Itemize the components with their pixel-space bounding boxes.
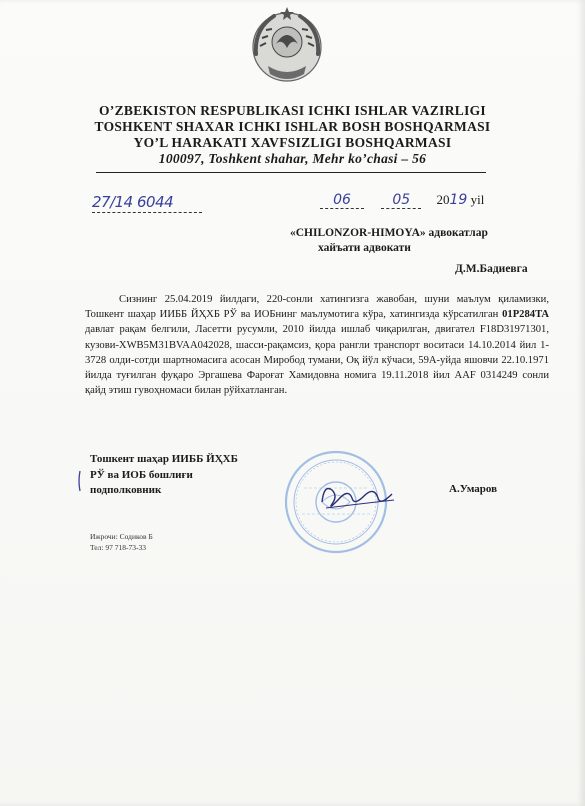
signatory-line-1: Тошкент шаҳар ИИББ ЙҲХБ: [90, 453, 238, 465]
body-part-2: давлат рақам белгили, Ласетти русумли, 2010 йилда ишлаб чиқарилган, двигател F18D31971301, кузови-XWB5M31BVAA042028, шасси-рақамсиз, қора рангли транспорт воситаси 14.10.2014 йил 1-3728 олди-сотди шартномасига асосан Миробод тумани, Оқ йўл кўчаси, 59А-уйда яшовчи 22.10.1971 йилда туғилган фуқаро Эргашева Фароғат Хамидовна номига 19.11.2018 йил AAF 0314249 сонли қайд этиш гувоҳномаси билан рўйхатланган.: [85, 324, 549, 397]
signature-icon: [318, 470, 398, 520]
outgoing-number: 27/14 6044: [92, 193, 202, 213]
executor-info: [90, 531, 153, 553]
letter-body: [85, 292, 549, 398]
margin-mark-icon: [77, 470, 83, 492]
signatory-line-3: подполковник: [90, 484, 162, 496]
header-line-1: O’ZBEKISTON RESPUBLIKASI ICHKI ISHLAR VAZIRLIGI: [99, 103, 486, 118]
document-date: [320, 192, 484, 209]
state-emblem-icon: [246, 4, 328, 86]
body-part-1: Сизнинг 25.04.2019 йилдаги, 220-сонли хатингизга жавобан, шуни маълум қиламизки, Тошкент шаҳар ИИББ ЙҲХБ РЎ ва ИОБнинг маълумотига кўра, хатингизда кўрсатилган: [85, 294, 549, 321]
header-line-3: YO’L HARAKATI XAVFSIZLIGI BOSHQARMASI: [133, 135, 452, 150]
signatory-name: А.Умаров: [449, 483, 498, 495]
recipient-name: Д.М.Бадиевга: [455, 263, 528, 275]
recipient-block: [290, 226, 540, 256]
signatory-title: [90, 452, 290, 499]
plate-number: 01P284TA: [502, 309, 549, 321]
signatory-line-2: РЎ ва ИОБ бошлиғи: [90, 468, 193, 481]
recipient-line-2: хайъати адвокати: [318, 242, 411, 254]
executor-phone: Тел: 97 718-73-33: [90, 543, 146, 552]
header-address: 100097, Toshkent shahar, Mehr ko’chasi – 56: [158, 151, 427, 166]
executor-name: Ижрочи: Содиков Б: [90, 532, 153, 541]
ministry-header: [60, 103, 525, 167]
header-divider: [96, 172, 486, 173]
recipient-line-1: «CHILONZOR-HIMOYA» адвокатлар: [290, 227, 488, 239]
date-month: 05: [381, 192, 421, 209]
header-line-2: TOSHKENT SHAXAR ICHKI ISHLAR BOSH BOSHQARMASI: [94, 119, 491, 134]
date-year-prefix: 20: [436, 192, 450, 207]
date-year: 19: [449, 192, 468, 208]
date-day: 06: [320, 192, 364, 209]
date-year-suffix: yil: [470, 192, 485, 207]
